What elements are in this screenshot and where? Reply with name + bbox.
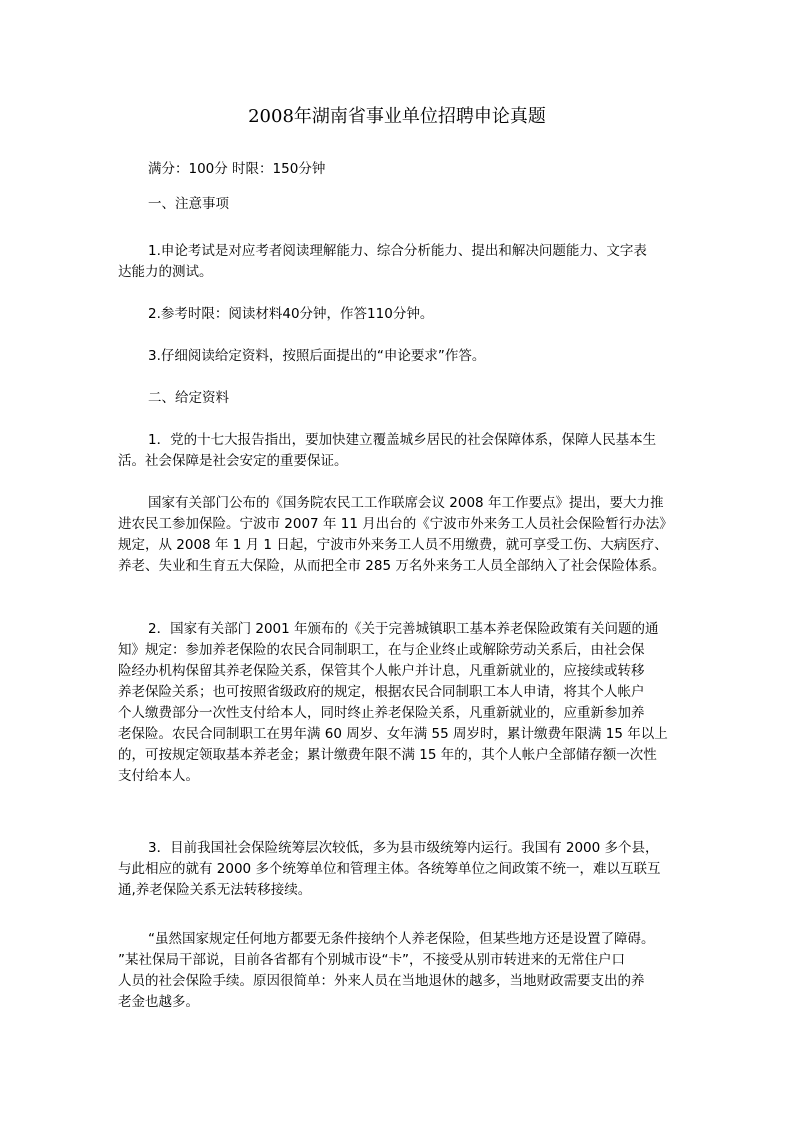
paragraph — [118, 929, 688, 1013]
paragraph-line: 满分：100分 时限：150分钟 — [148, 161, 326, 177]
paragraph — [118, 493, 688, 577]
paragraph — [118, 241, 688, 283]
paragraph-line: 进农民工参加保险。宁波市 2007 年 11 月出台的《宁波市外来务工人员社会保险暂行办法》 — [118, 516, 673, 532]
paragraph-line: 二、给定资料 — [148, 390, 229, 406]
paragraph-line: ”某社保局干部说，目前各省都有个别城市设“卡”，不接受从别市转进来的无常住户口 — [118, 952, 625, 968]
paragraph — [118, 159, 688, 180]
paragraph-line: 1．党的十七大报告指出，要加快建立覆盖城乡居民的社会保障体系，保障人民基本生 — [148, 432, 657, 448]
paragraph-line: 达能力的测试。 — [118, 264, 213, 280]
paragraph-line: 3.仔细阅读给定资料，按照后面提出的“申论要求”作答。 — [148, 348, 486, 364]
paragraph-line: “虽然国家规定任何地方都要无条件接纳个人养老保险，但某些地方还是设置了障碍。 — [148, 931, 655, 947]
paragraph-line: 养老、失业和生育五大保险，从而把全市 285 万名外来务工人员全部纳入了社会保险体系。 — [118, 558, 666, 574]
paragraph-line: 规定，从 2008 年 1 月 1 日起，宁波市外来务工人员不用缴费，就可享受工伤、大病医疗、 — [118, 537, 668, 553]
paragraph-line: 与此相应的就有 2000 多个统筹单位和管理主体。各统筹单位之间政策不统一，难以互联互 — [118, 861, 661, 877]
paragraph-line: 通,养老保险关系无法转移接续。 — [118, 882, 312, 898]
paragraph-line: 险经办机构保留其养老保险关系，保管其个人帐户并计息，凡重新就业的，应接续或转移 — [118, 663, 645, 679]
paragraph — [118, 346, 688, 367]
paragraph-line: 2.参考时限：阅读材料40分钟，作答110分钟。 — [148, 306, 434, 322]
paragraph — [118, 838, 688, 901]
paragraph — [118, 430, 688, 472]
paragraph-line: 2．国家有关部门 2001 年颁布的《关于完善城镇职工基本养老保险政策有关问题的通 — [148, 621, 659, 637]
paragraph-line: 一、注意事项 — [148, 196, 229, 212]
paragraph-line: 老保险。农民合同制职工在男年满 60 周岁、女年满 55 周岁时，累计缴费年限满 15 年以上 — [118, 726, 668, 742]
paragraph — [118, 619, 688, 787]
paragraph-line: 活。社会保障是社会安定的重要保证。 — [118, 453, 348, 469]
paragraph-line: 知》规定：参加养老保险的农民合同制职工，在与企业终止或解除劳动关系后，由社会保 — [118, 642, 645, 658]
paragraph-line: 1.申论考试是对应考者阅读理解能力、综合分析能力、提出和解决问题能力、文字表 — [148, 243, 647, 259]
paragraph-line: 3．目前我国社会保险统筹层次较低，多为县市级统筹内运行。我国有 2000 多个县， — [148, 840, 659, 856]
paragraph — [118, 388, 688, 409]
paragraph-line: 的，可按规定领取基本养老金；累计缴费年限不满 15 年的，其个人帐户全部储存额一次性 — [118, 747, 657, 763]
paragraph-line: 人员的社会保险手续。原因很简单：外来人员在当地退休的越多，当地财政需要支出的养 — [118, 973, 645, 989]
paragraph-line: 国家有关部门公布的《国务院农民工工作联席会议 2008 年工作要点》提出，要大力推 — [148, 495, 664, 511]
paragraph-line: 个人缴费部分一次性支付给本人，同时终止养老保险关系，凡重新就业的，应重新参加养 — [118, 705, 645, 721]
paragraph-line: 养老保险关系；也可按照省级政府的规定，根据农民合同制职工本人申请，将其个人帐户 — [118, 684, 645, 700]
paragraph-line: 支付给本人。 — [118, 768, 199, 784]
paragraph — [118, 194, 688, 215]
document-title: 2008年湖南省事业单位招聘申论真题 — [248, 106, 546, 127]
paragraph-line: 老金也越多。 — [118, 994, 199, 1010]
paragraph — [118, 304, 688, 325]
